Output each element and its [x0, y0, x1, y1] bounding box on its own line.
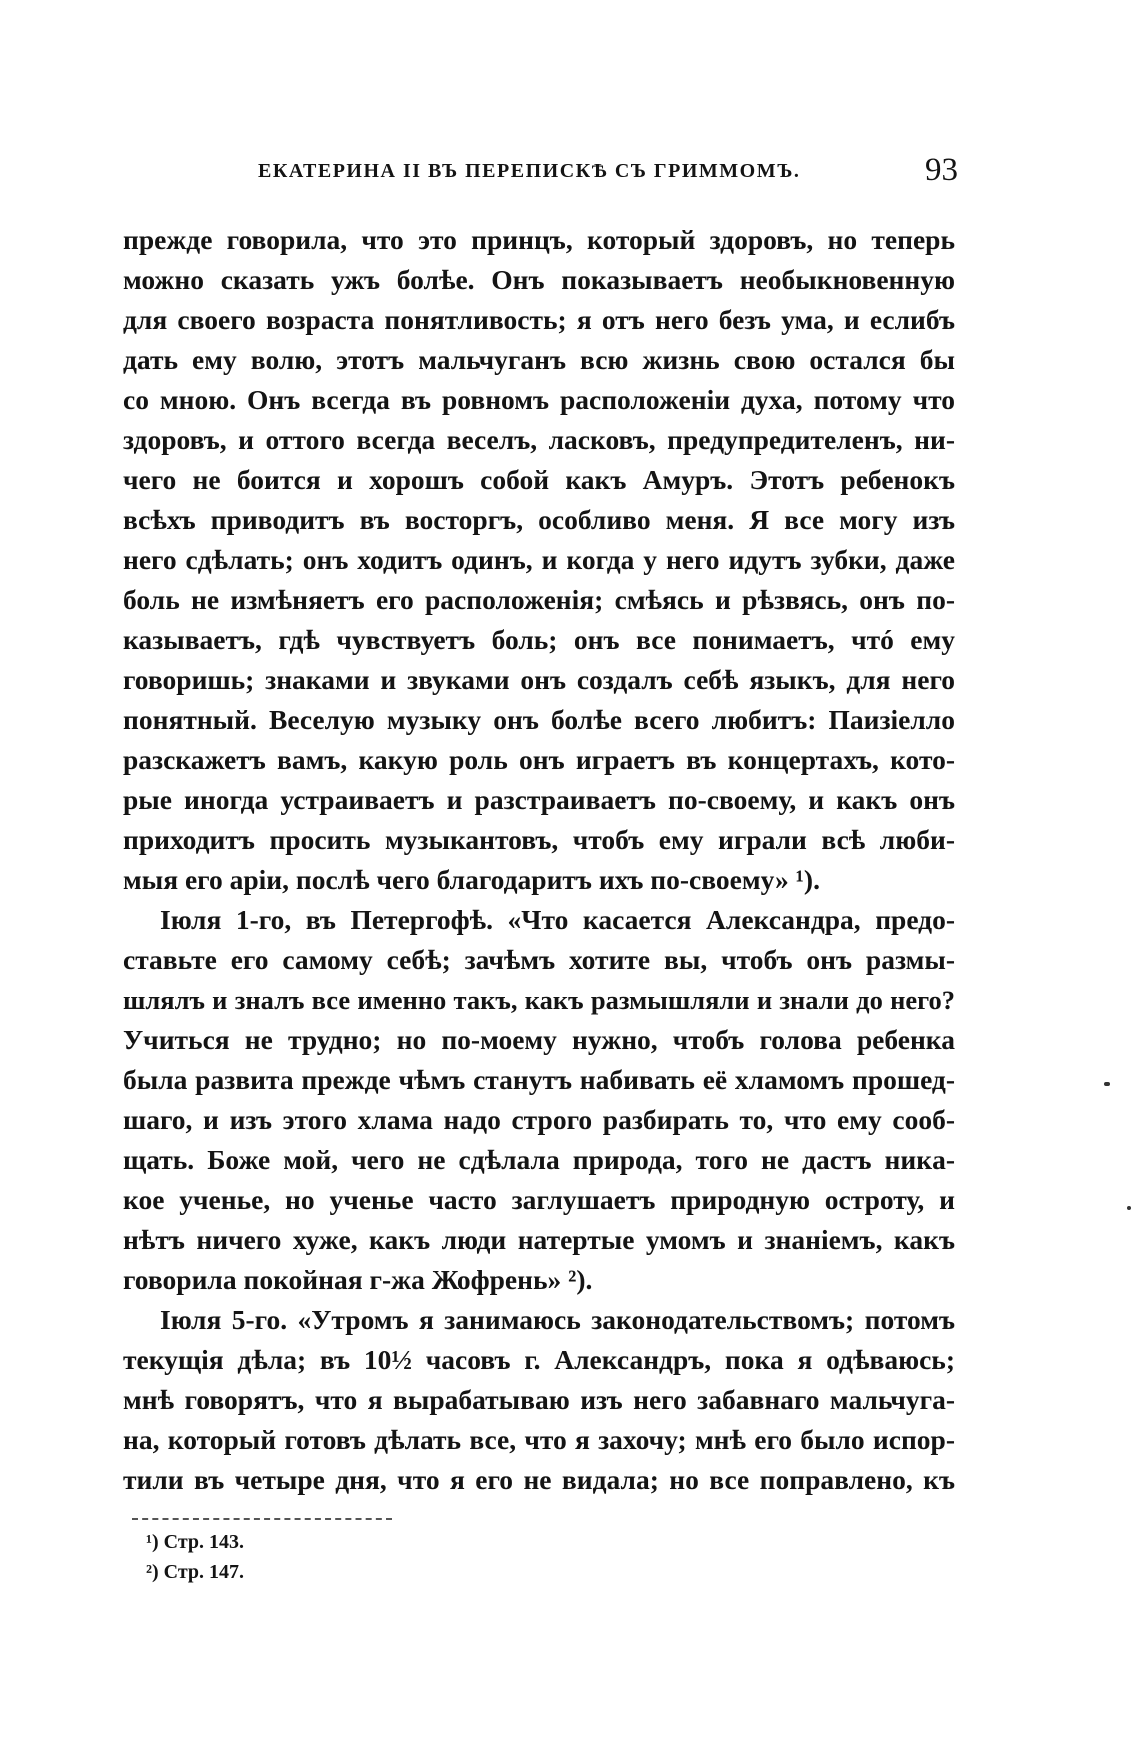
text-line: Іюля 5-го. «Утромъ я занимаюсь законодательствомъ; потомъ: [160, 1304, 955, 1335]
text-line: текущія дѣла; въ 10½ часовъ г. Александръ, пока я одѣваюсь;: [123, 1344, 955, 1375]
text-line: на, который готовъ дѣлать все, что я захочу; мнѣ его было испор-: [123, 1424, 955, 1455]
running-title: ЕКАТЕРИНА II ВЪ ПЕРЕПИСКѢ СЪ ГРИММОМЪ.: [258, 160, 801, 182]
text-line: казываетъ, гдѣ чувствуетъ боль; онъ все понимаетъ, чтó ему: [123, 624, 955, 655]
text-line: разскажетъ вамъ, какую роль онъ играетъ въ концертахъ, кото-: [123, 744, 955, 775]
text-line: была развита прежде чѣмъ станутъ набивать её хламомъ прошед-: [123, 1064, 955, 1095]
text-line: нѣтъ ничего хуже, какъ люди натертые умомъ и знаніемъ, какъ: [123, 1224, 955, 1255]
running-head: [258, 152, 958, 192]
text-line: понятный. Веселую музыку онъ болѣе всего любитъ: Паизіелло: [123, 704, 955, 735]
footnote: ²) Стр. 147.: [146, 1561, 245, 1583]
text-line: щать. Боже мой, чего не сдѣлала природа, того не дастъ никa-: [123, 1144, 955, 1175]
text-line: рые иногда устраиваетъ и разстраиваетъ по-своему, и какъ онъ: [123, 784, 955, 815]
text-line: ставьте его самому себѣ; зачѣмъ хотите вы, чтобъ онъ размы-: [123, 944, 955, 975]
text-line: приходитъ просить музыкантовъ, чтобъ ему играли всѣ люби-: [123, 824, 955, 855]
footnote-rule: [132, 1518, 392, 1520]
text-line: шаго, и изъ этого хлама надо строго разбирать то, что ему сооб-: [123, 1104, 955, 1135]
page-number: 93: [925, 152, 958, 188]
text-line: Іюля 1-го, въ Петергофѣ. «Что касается Александра, предо-: [160, 904, 955, 935]
text-line: со мною. Онъ всегда въ ровномъ расположеніи духа, потому что: [123, 384, 955, 415]
text-line: него сдѣлать; онъ ходитъ одинъ, и когда у него идутъ зубки, даже: [123, 544, 955, 575]
text-line: говоришь; знаками и звуками онъ создалъ себѣ языкъ, для него: [123, 664, 955, 695]
text-line: говорила покойная г-жа Жофрень» ²).: [123, 1264, 593, 1295]
text-line: здоровъ, и оттого всегда веселъ, ласковъ, предупредителенъ, ни-: [123, 424, 955, 455]
footnotes: [146, 1527, 244, 1587]
text-line: мнѣ говорятъ, что я вырабатываю изъ него забавнаго мальчуга-: [123, 1384, 955, 1415]
text-line: мыя его аріи, послѣ чего благодаритъ ихъ по-своему» ¹).: [123, 864, 820, 895]
text-line: дать ему волю, этотъ мальчуганъ всю жизнь свою остался бы: [123, 344, 955, 375]
text-line: всѣхъ приводитъ въ восторгъ, особливо меня. Я все могу изъ: [123, 504, 955, 535]
body-text: [123, 220, 955, 1500]
text-line: Учиться не трудно; но по-моему нужно, чтобъ голова ребенка: [123, 1024, 955, 1055]
text-line: можно сказать ужъ болѣе. Онъ показываетъ необыкновенную: [123, 264, 955, 295]
text-line: тили въ четыре дня, что я его не видала; но все поправлено, къ: [123, 1464, 955, 1495]
text-line: шлялъ и зналъ все именно такъ, какъ размышляли и знали до него?: [123, 985, 955, 1015]
text-line: прежде говорила, что это принцъ, который здоровъ, но теперь: [123, 224, 955, 255]
text-line: для своего возраста понятливость; я отъ него безъ ума, и еслибъ: [123, 304, 955, 335]
margin-mark: [1104, 1082, 1110, 1086]
margin-mark: [1127, 1206, 1131, 1210]
text-line: чего не боится и хорошъ собой какъ Амуръ. Этотъ ребенокъ: [123, 464, 955, 495]
text-line: боль не измѣняетъ его расположенія; смѣясь и рѣзвясь, онъ по-: [123, 584, 955, 615]
text-line: кое ученье, но ученье часто заглушаетъ природную остроту, и: [123, 1184, 955, 1215]
footnote: ¹) Стр. 143.: [146, 1531, 245, 1553]
